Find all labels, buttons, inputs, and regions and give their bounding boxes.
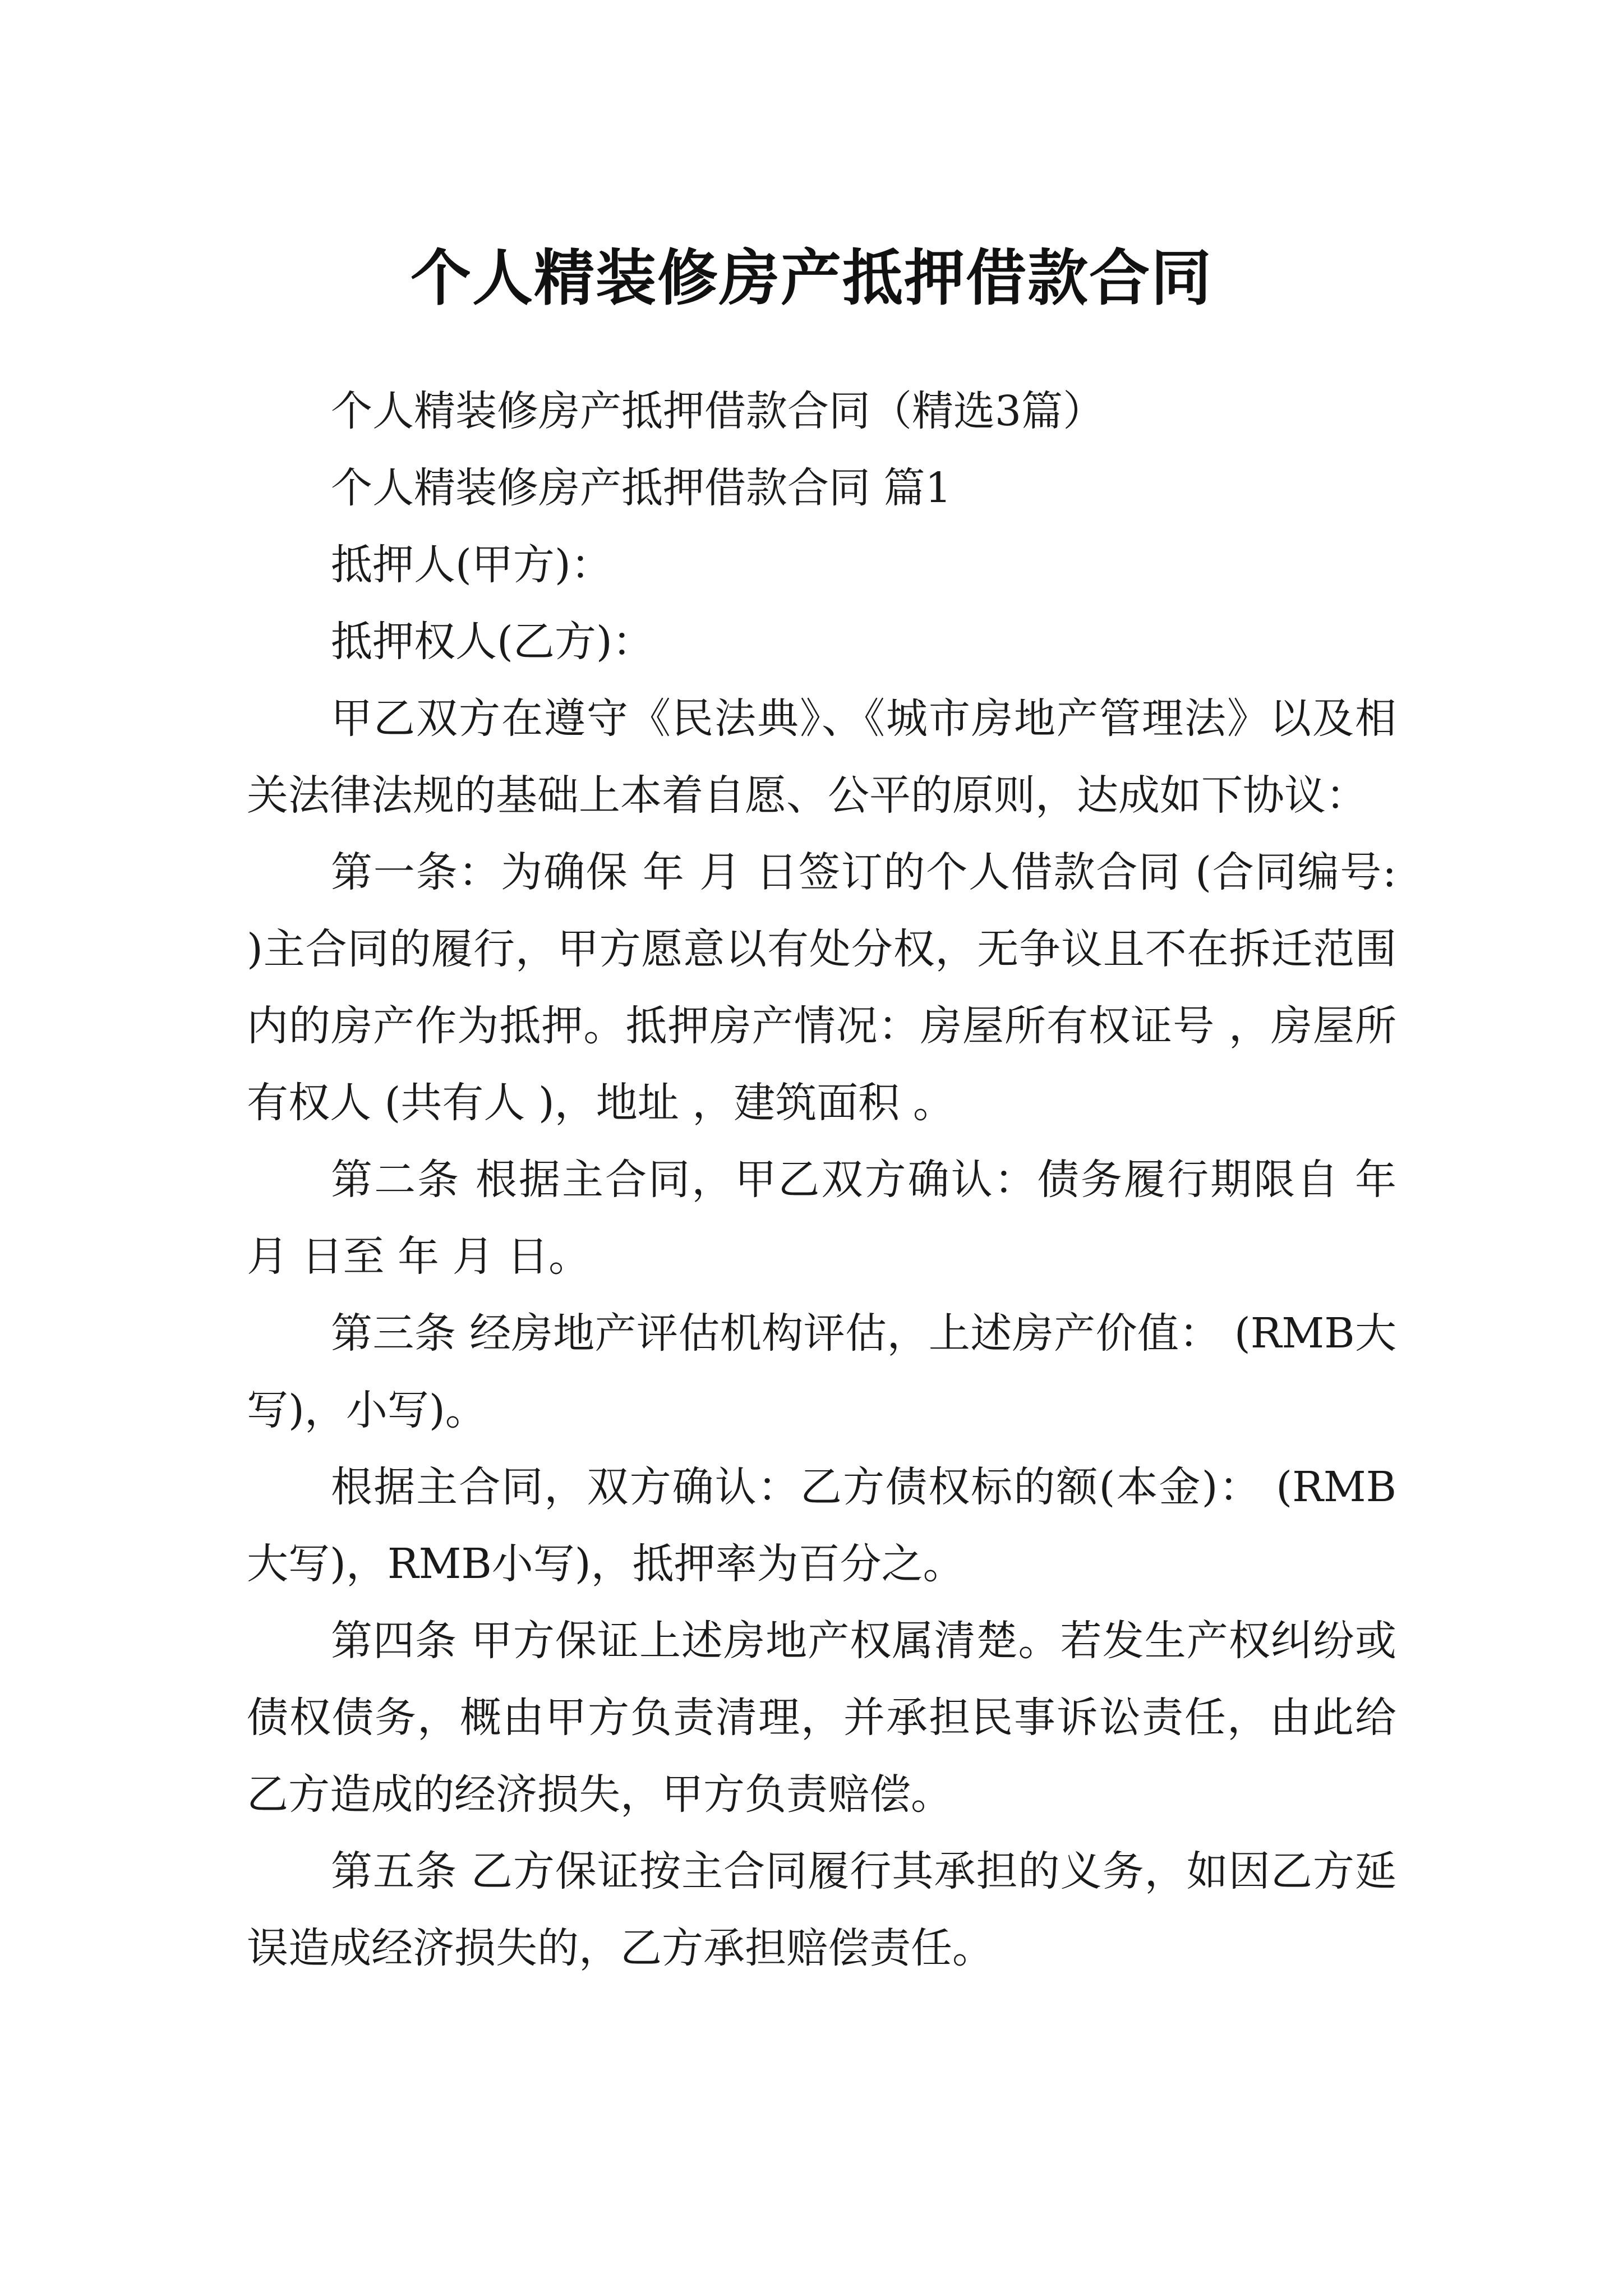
paragraph-preamble: 甲乙双方在遵守《民法典》、《城市房地产管理法》以及相关法律法规的基础上本着自愿、公平的原则，达成如下协议： [247,694,1396,820]
paragraph-principal: 根据主合同，双方确认：乙方债权标的额(本金)： (RMB大写)，RMB小写)，抵押率为百分之。 [247,1463,1396,1588]
paragraph-mortgagor: 抵押人(甲方)： [331,541,612,589]
paragraph-article-3: 第三条 经房地产评估机构评估，上述房产价值： (RMB大写)，小写)。 [247,1309,1396,1434]
document-body [247,373,1396,1987]
document-title: 个人精装修房产抵押借款合同 [410,243,1212,314]
paragraph-mortgagee: 抵押权人(乙方)： [331,618,654,666]
paragraph-article-1: 第一条：为确保 年 月 日签订的个人借款合同 (合同编号: )主合同的履行，甲方愿意以有处分权，无争议且不在拆迁范围内的房产作为抵押。抵押房产情况：房屋所有权证号 ，房屋所有权人 (共有人 )，地址 ，建筑面积 。 [247,848,1396,1127]
paragraph-article-2: 第二条 根据主合同，甲乙双方确认：债务履行期限自 年 月 日至 年 月 日。 [247,1156,1396,1281]
paragraph-article-5: 第五条 乙方保证按主合同履行其承担的义务，如因乙方延误造成经济损失的，乙方承担赔偿责任。 [247,1847,1396,1972]
paragraph-article-4: 第四条 甲方保证上述房地产权属清楚。若发生产权纠纷或债权债务，概由甲方负责清理，并承担民事诉讼责任，由此给乙方造成的经济损失，甲方负责赔偿。 [247,1617,1396,1819]
paragraph-section-heading: 个人精装修房产抵押借款合同 篇1 [331,464,952,512]
paragraph-subtitle: 个人精装修房产抵押借款合同（精选3篇） [331,387,1105,435]
